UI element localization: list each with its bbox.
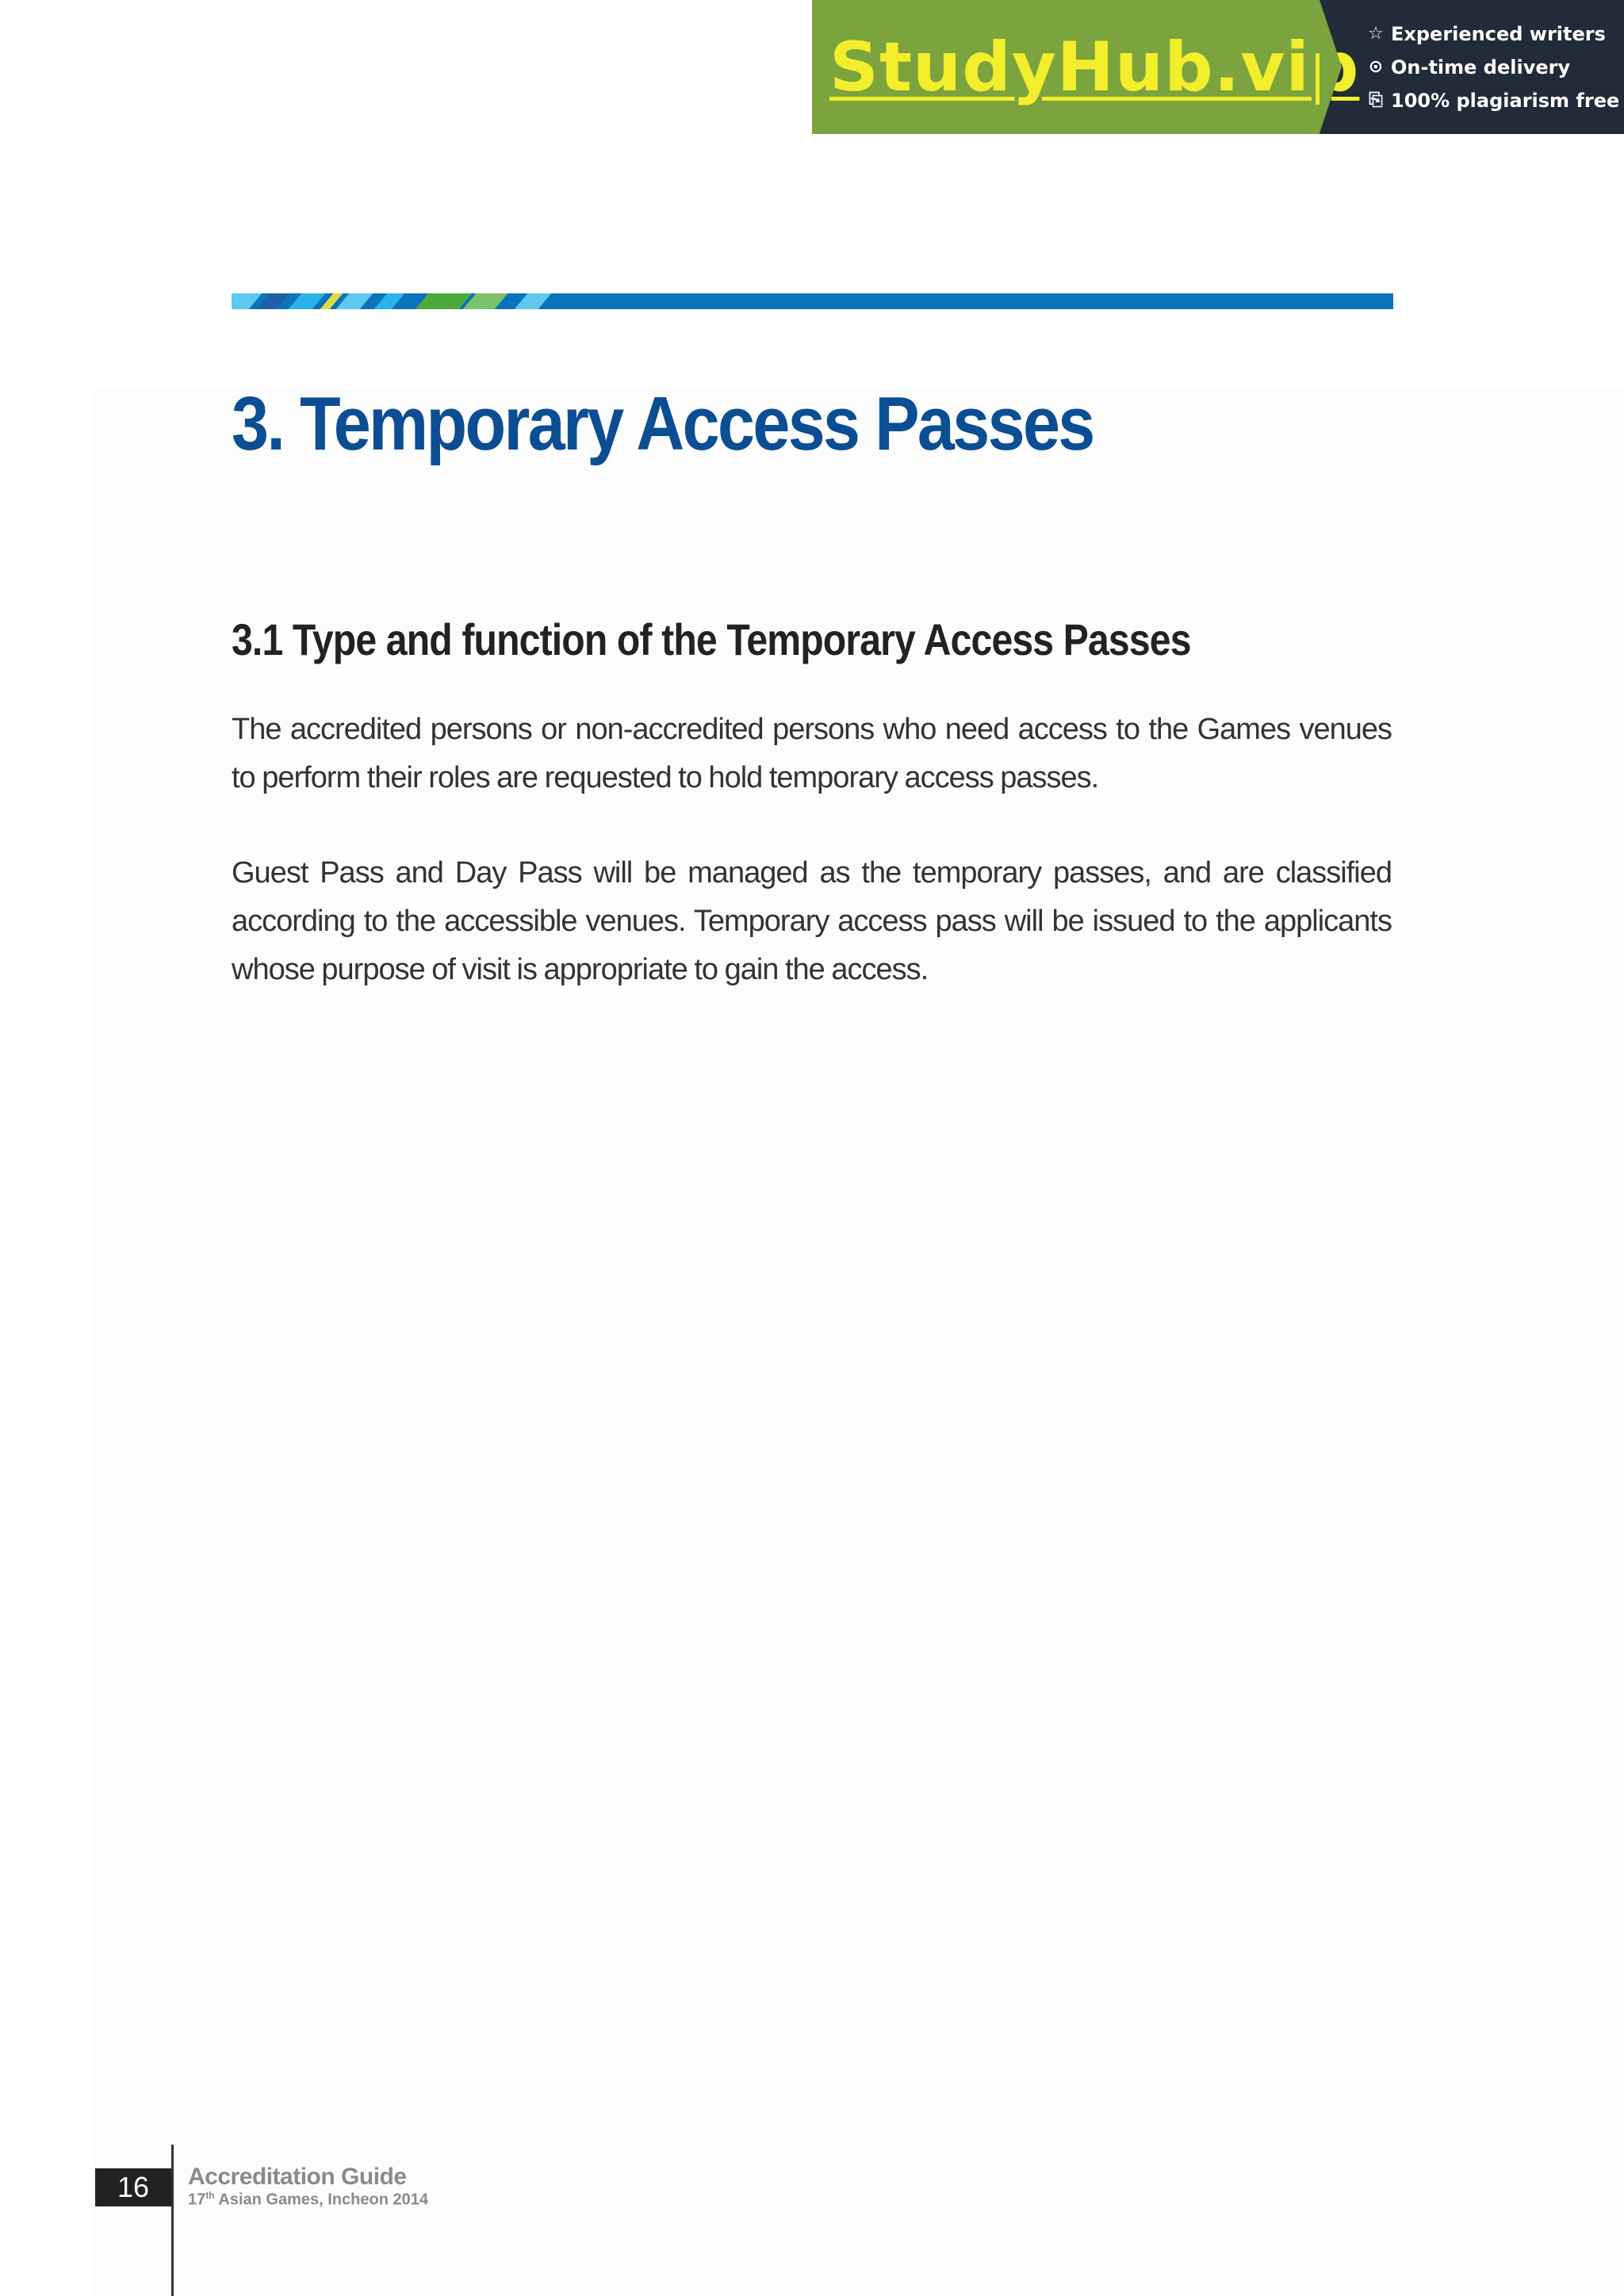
document-check-icon: ⎘ [1369, 90, 1383, 110]
feature-experienced-writers [1365, 23, 1624, 45]
studyhub-banner[interactable] [812, 0, 1624, 134]
feature-label: 100% plagiarism free [1391, 89, 1620, 112]
decorative-header-stripe [232, 293, 1393, 309]
section-title: 3.1 Type and function of the Temporary Access Passes [232, 614, 1191, 664]
banner-features [1320, 0, 1624, 134]
edition-rest: Asian Games, Incheon 2014 [214, 2191, 428, 2209]
star-icon: ☆ [1368, 24, 1384, 44]
brand-logo-text[interactable]: StudyHub.vip [829, 27, 1360, 107]
edition-suffix: th [205, 2190, 215, 2201]
body-paragraph: The accredited persons or non-accredited persons who need access to the Games venues to perform their roles are requested to hold temporary access passes. [232, 713, 1392, 794]
page-background [94, 388, 1624, 2296]
footer-divider [171, 2145, 174, 2296]
feature-plagiarism-free [1365, 90, 1624, 112]
chapter-title: 3. Temporary Access Passes [232, 381, 1094, 466]
edition-number: 17 [188, 2191, 206, 2209]
body-paragraph: Guest Pass and Day Pass will be managed as the temporary passes, and are classified according to the accessible venues. Temporary access pass will be issued to the applicants whose purpose of visit is appropriate to gain the access. [232, 856, 1392, 986]
feature-label: Experienced writers [1391, 22, 1606, 45]
footer-guide-title: Accreditation Guide [188, 2164, 407, 2190]
feature-label: On-time delivery [1391, 55, 1571, 78]
banner-brand-area[interactable] [812, 0, 1360, 134]
page-number: 16 [95, 2168, 171, 2206]
feature-on-time-delivery [1365, 56, 1624, 78]
footer-edition [188, 2190, 428, 2210]
clock-icon: ⊙ [1368, 57, 1384, 77]
